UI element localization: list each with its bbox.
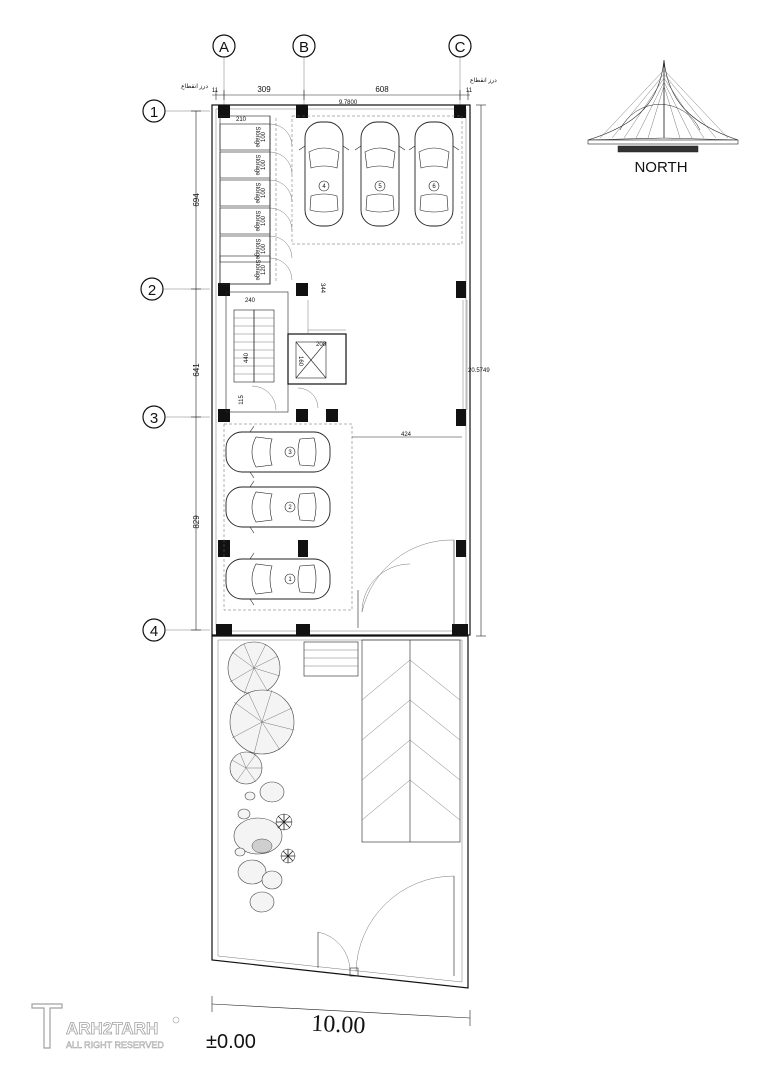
level-label: ±0.00 (206, 1031, 256, 1053)
axis-label-a: A (218, 39, 230, 56)
storage-width: 120 (261, 264, 267, 276)
dim-row-3-4: 829 (192, 515, 201, 529)
column-core (326, 409, 338, 422)
landscaping (228, 642, 295, 912)
parking-number: 2 (288, 505, 292, 511)
axis-label-2: 2 (147, 282, 157, 299)
circulation-core (226, 283, 346, 412)
right-dimension (468, 105, 490, 636)
storage-label: Storage (254, 126, 260, 148)
storage-label: Storage (254, 210, 260, 232)
storage-label: Storage (254, 182, 260, 204)
tree-symbol (228, 642, 280, 694)
watermark-sub: ALL RIGHT RESERVED (66, 1040, 164, 1050)
storage-unit (220, 180, 292, 206)
storage-label: Storage (254, 154, 260, 176)
parking-number: 1 (288, 577, 292, 583)
car-6 (409, 122, 459, 226)
left-dimension-chain (191, 111, 201, 630)
top-dimension-chain (181, 77, 497, 106)
storage-width: 100 (261, 131, 267, 143)
car-1 (226, 553, 330, 605)
dim-storage-depth: 210 (235, 117, 247, 123)
car-3 (226, 426, 330, 478)
watermark-logo (32, 1004, 179, 1050)
storage-label: Storage (254, 238, 260, 260)
parking-number: 6 (432, 184, 436, 190)
column-b-mid (298, 540, 308, 557)
car-2 (226, 481, 330, 533)
axis-label-c: C (454, 39, 466, 56)
storage-width: 100 (261, 215, 267, 227)
garage-gate (358, 540, 454, 628)
joint-label-left: درز انقطاع (181, 84, 208, 90)
dim-door-gap: 115 (239, 395, 245, 405)
dim-row-1-2: 694 (192, 193, 201, 207)
column-c3 (456, 409, 466, 426)
watermark-brand: ARH2TARH (66, 1019, 159, 1038)
storage-width: 100 (261, 187, 267, 199)
column-c2 (456, 281, 466, 298)
shrub-cluster (234, 782, 284, 912)
dim-top-right-small: 11 (465, 88, 473, 94)
dim-row-2-3: 641 (192, 363, 201, 377)
storage-label: Storage (254, 259, 260, 281)
dim-ab: 309 (257, 85, 271, 94)
dim-top-left-small: 11 (211, 88, 219, 94)
storage-unit (220, 124, 292, 150)
dim-stair-width: 240 (244, 298, 256, 304)
column-b4 (296, 624, 310, 636)
column-c4 (452, 624, 468, 636)
storage-width: 100 (261, 243, 267, 255)
tree-symbol (230, 752, 262, 784)
car-5 (355, 122, 405, 226)
column-a4 (216, 624, 232, 636)
north-arrow (588, 60, 738, 176)
parking-number: 4 (322, 184, 326, 190)
north-label: NORTH (634, 159, 688, 176)
column-axes (213, 35, 471, 105)
storage-width: 100 (261, 159, 267, 171)
dim-stair-length: 440 (244, 352, 250, 364)
entrance-steps (304, 642, 358, 676)
joint-label-right: درز انقطاع (470, 78, 497, 84)
dim-elevator-width: 200 (315, 342, 327, 348)
storage-block (220, 116, 292, 284)
dim-passage: 344 (319, 282, 325, 294)
dim-elevator-depth: 160 (297, 355, 303, 367)
dim-parking-span: 424 (400, 432, 412, 438)
axis-label-4: 4 (149, 623, 159, 640)
axis-label-1: 1 (149, 104, 159, 121)
dim-bottom-width: 10.00 (310, 1010, 367, 1040)
tree-symbol (230, 690, 294, 754)
axis-label-b: B (298, 39, 310, 56)
column-c-mid (456, 540, 466, 557)
column-a3 (218, 409, 230, 422)
dim-overall-depth: 20.5749 (468, 368, 490, 374)
column-b3 (296, 409, 308, 422)
dim-total-width: 9.7800 (338, 100, 358, 106)
storage-unit (220, 208, 292, 234)
parking-number: 3 (288, 450, 292, 456)
column-b2 (296, 283, 308, 296)
dim-bc: 608 (375, 85, 389, 94)
car-4 (299, 122, 349, 226)
storage-unit (220, 256, 292, 284)
storage-unit (220, 236, 292, 262)
column-a2 (218, 283, 230, 296)
storage-unit (220, 152, 292, 178)
axis-label-3: 3 (149, 410, 159, 427)
parking-number: 5 (378, 184, 382, 190)
